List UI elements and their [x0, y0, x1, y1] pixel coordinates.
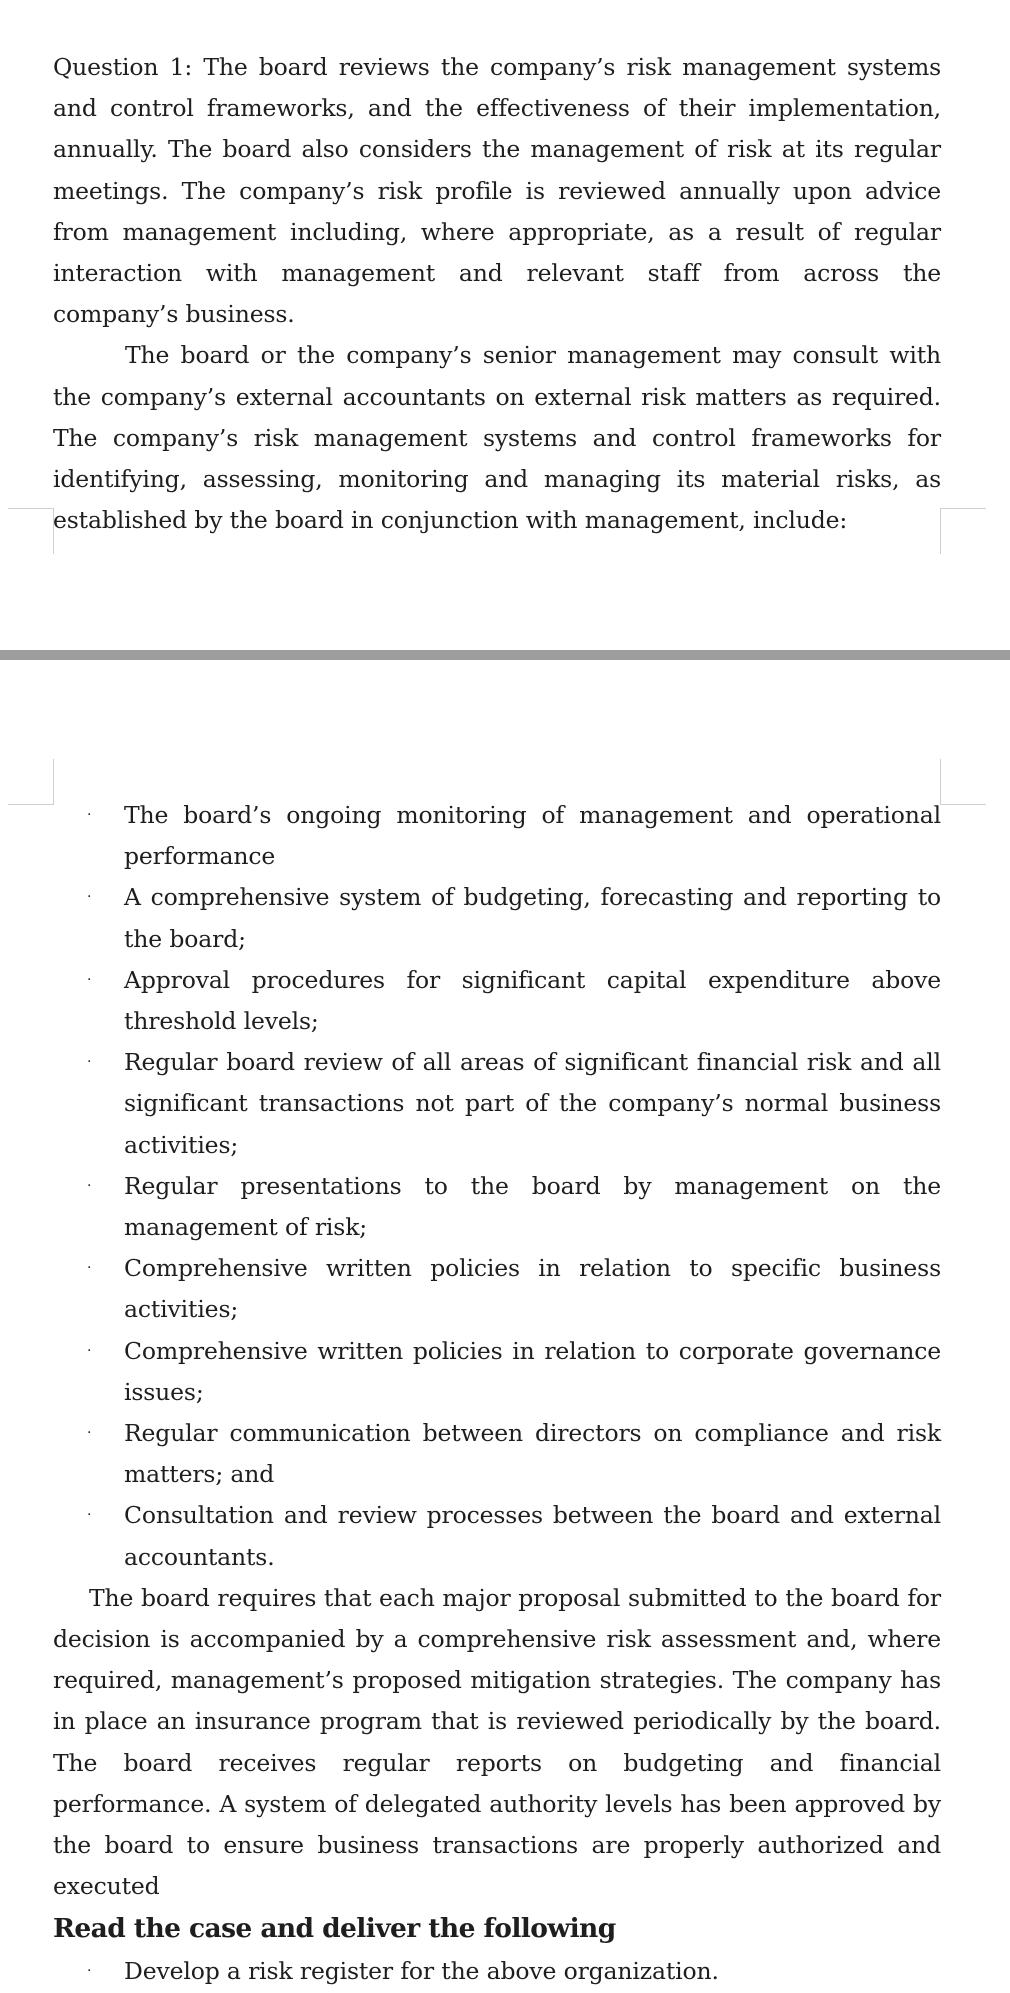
task-list — [53, 1951, 941, 1992]
list-item: · Consultation and review processes between the board and external accountants. — [53, 1495, 941, 1577]
closing-paragraph: The board requires that each major proposal submitted to the board for decision is accompanied by a comprehensive risk assessment and, where required, management’s proposed mitigation strategies. The company has in place an insurance program that is reviewed periodically by the board. The board receives regular reports on budgeting and financial performance. A system of delegated authority levels has been approved by the board to ensure business transactions are properly authorized and executed — [53, 1583, 941, 1901]
list-item: · Regular communication between directors on compliance and risk matters; and — [53, 1413, 941, 1495]
page-1 — [0, 0, 1010, 650]
list-item: · A comprehensive system of budgeting, forecasting and reporting to the board; — [53, 877, 941, 959]
crop-mark-top-right — [940, 759, 986, 805]
page-1-body — [53, 47, 941, 541]
list-item: · Comprehensive written policies in relation to specific business activities; — [53, 1248, 941, 1330]
bullet-icon: · — [87, 1177, 92, 1194]
page-separator — [0, 650, 1010, 660]
page-2 — [0, 660, 1010, 1986]
bullet-icon: · — [87, 1963, 92, 1980]
list-item: · Comprehensive written policies in relation to corporate governance issues; — [53, 1331, 941, 1413]
list-item: · Regular presentations to the board by management on the management of risk; — [53, 1166, 941, 1248]
controls-list — [53, 795, 941, 1578]
question-paragraph: Question 1: The board reviews the company’s risk management systems and control frameworks, and the effectiveness of their implementation, annually. The board also considers the management of risk at its regular meetings. The company’s risk profile is reviewed annually upon advice from management including, where appropriate, as a result of regular interaction with management and relevant staff from across the company’s business. — [53, 53, 941, 329]
list-item: · The board’s ongoing monitoring of management and operational performance — [53, 795, 941, 877]
bullet-icon: · — [87, 1260, 92, 1277]
bullet-icon: · — [87, 971, 92, 988]
bullet-icon: · — [87, 1507, 92, 1524]
bullet-icon: · — [87, 1054, 92, 1071]
crop-mark-bottom-right — [940, 508, 986, 554]
bullet-icon: · — [87, 807, 92, 823]
crop-mark-top-left — [8, 759, 54, 805]
consult-paragraph: The board or the company’s senior management may consult with the company’s external accountants on external risk matters as required. The company’s risk management systems and control frameworks for identifying, assessing, monitoring and managing its material risks, as established by the board in conjunction with management, include: — [53, 341, 941, 535]
list-item: · Approval procedures for significant capital expenditure above threshold levels; — [53, 960, 941, 1042]
bullet-icon: · — [87, 1342, 92, 1359]
list-item: · Regular board review of all areas of significant financial risk and all significant transactions not part of the company’s normal business activities; — [53, 1042, 941, 1166]
list-item: · Develop a risk register for the above organization. — [53, 1951, 941, 1992]
bullet-icon: · — [87, 889, 92, 906]
bullet-icon: · — [87, 1425, 92, 1442]
task-heading: Read the case and deliver the following — [53, 1913, 616, 1945]
page-2-body — [53, 795, 941, 1993]
crop-mark-bottom-left — [8, 508, 54, 554]
